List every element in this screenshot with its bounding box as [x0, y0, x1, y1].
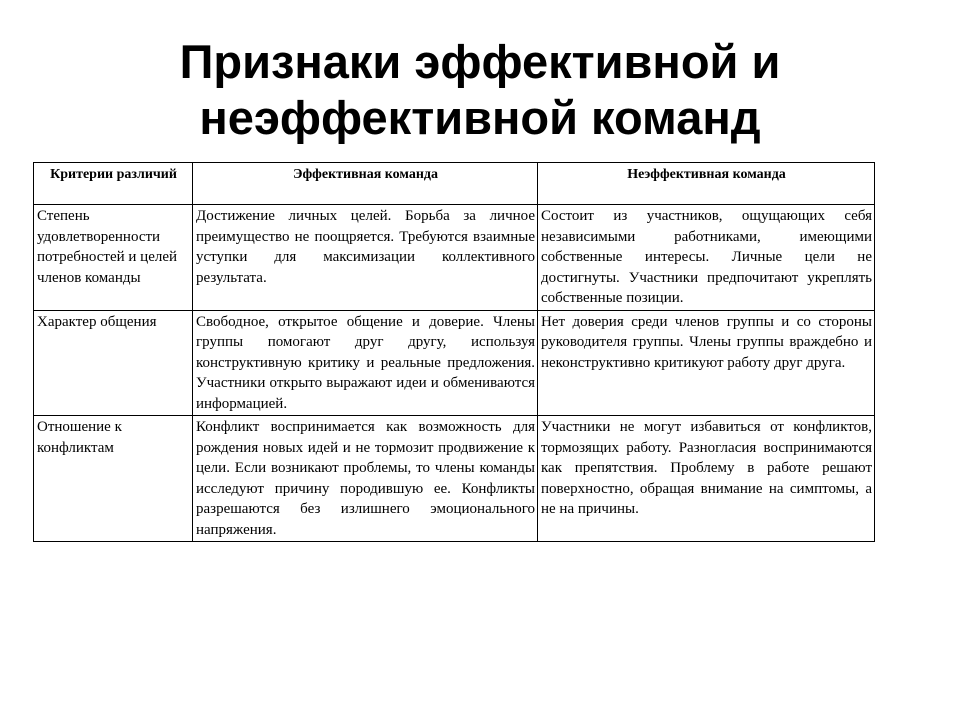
row-ineffective-cell: Нет доверия среди членов группы и со стороны руководителя группы. Члены группы враждебно и неконструктивно критикуют работу друг друга. [538, 310, 875, 416]
row-effective-cell: Конфликт воспринимается как возможность для рождения новых идей и не тормозит продвижение к цели. Если возникают проблемы, то члены команды исследуют причину породившую ее. Конфликты разрешаются без излишнего эмоционального напряжения. [193, 416, 538, 542]
row-ineffective-cell: Состоит из участников, ощущающих себя независимыми работниками, имеющими собственные интересы. Личные цели не достигнуты. Участники предпочитают укреплять собственные позиции. [538, 205, 875, 311]
row-criterion: Характер общения [34, 310, 193, 416]
table-header-row [34, 163, 875, 205]
slide-title [60, 34, 900, 146]
row-criterion: Отношение к конфликтам [34, 416, 193, 542]
row-effective-cell: Достижение личных целей. Борьба за личное преимущество не поощряется. Требуются взаимные уступки для максимизации коллективного результата. [193, 205, 538, 311]
table-row [34, 416, 875, 542]
table-row [34, 310, 875, 416]
header-criteria: Критерии различий [34, 163, 193, 205]
row-effective-cell: Свободное, открытое общение и доверие. Члены группы помогают друг другу, используя конструктивную критику и реальные предложения. Участники открыто выражают идеи и обмениваются информацией. [193, 310, 538, 416]
row-criterion: Степень удовлетворенности потребностей и целей членов команды [34, 205, 193, 311]
table-row [34, 205, 875, 311]
slide-title-line-1: Признаки эффективной и [179, 35, 781, 88]
header-ineffective-team: Неэффективная команда [538, 163, 875, 205]
header-effective-team: Эффективная команда [193, 163, 538, 205]
slide-title-line-2: неэффективной команд [199, 91, 761, 144]
comparison-table [33, 162, 875, 542]
row-ineffective-cell: Участники не могут избавиться от конфликтов, тормозящих работу. Разногласия воспринимаются как препятствия. Проблему в работе решают поверхностно, обращая внимание на симптомы, а не на причины. [538, 416, 875, 542]
